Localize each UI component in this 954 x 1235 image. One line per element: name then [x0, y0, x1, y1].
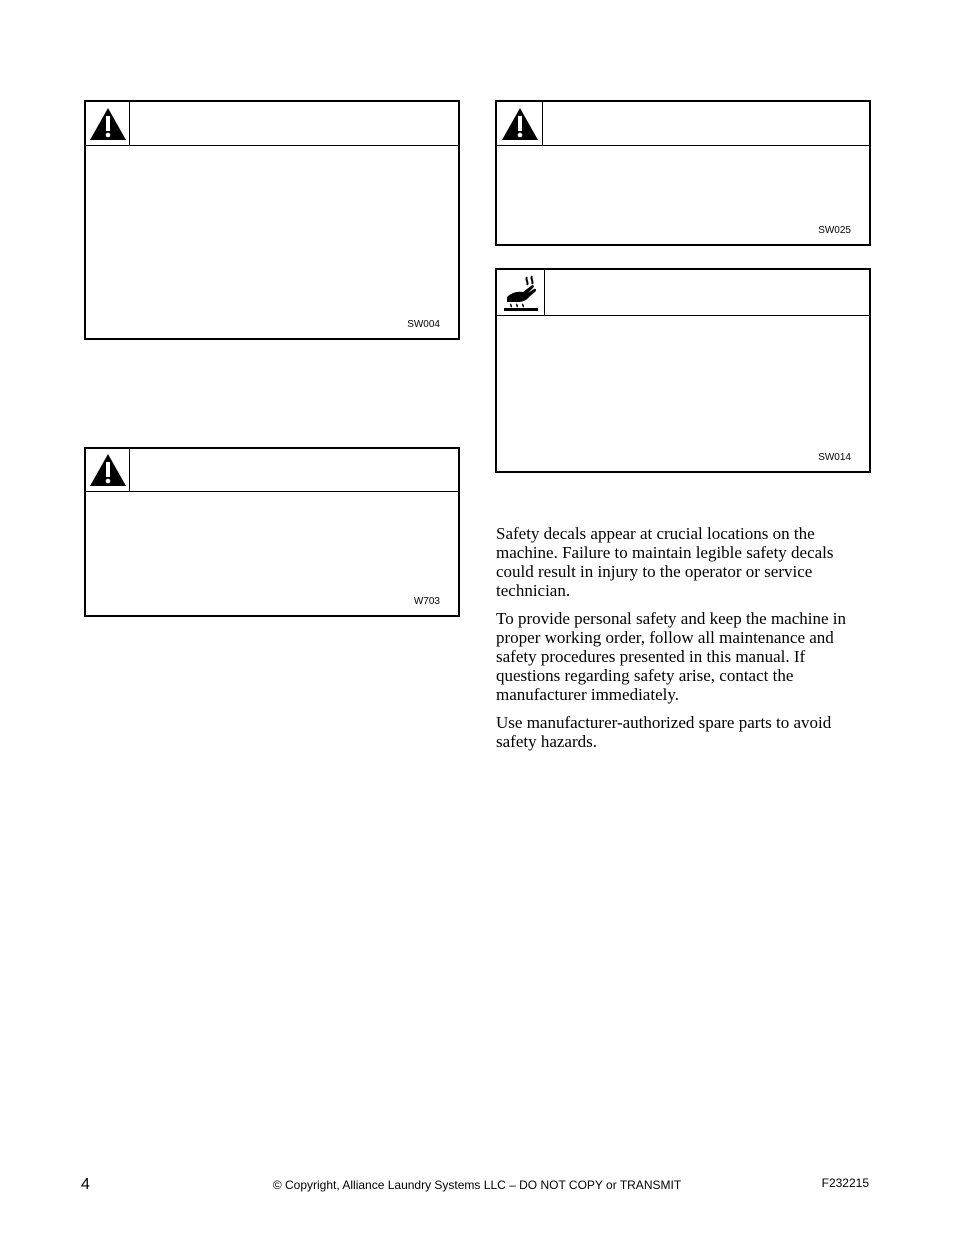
- warning-triangle-icon: [89, 453, 127, 487]
- warning-header: [497, 102, 869, 146]
- warning-box-sw014: [495, 268, 871, 473]
- decal-code: W703: [413, 596, 440, 607]
- decal-code: SW025: [818, 225, 851, 236]
- warning-triangle-icon: [89, 107, 127, 141]
- decal-code: SW014: [818, 452, 851, 463]
- warning-header: [497, 270, 869, 316]
- warning-header: [86, 102, 458, 146]
- warning-icon-cell: [497, 102, 543, 145]
- decal-code: SW004: [407, 319, 440, 330]
- warning-box-w703: [84, 447, 460, 617]
- safety-decals-text: [496, 524, 866, 760]
- warning-header: [86, 449, 458, 492]
- paragraph: Safety decals appear at crucial locations on the machine. Failure to maintain legible safety decals could result in injury to the operator or service technician.: [496, 524, 834, 600]
- warning-box-sw004: [84, 100, 460, 340]
- hot-surface-hand-icon: [501, 273, 541, 313]
- paragraph: Use manufacturer-authorized spare parts to avoid safety hazards.: [496, 713, 832, 751]
- warning-icon-cell: [86, 449, 130, 491]
- warning-triangle-icon: [501, 107, 539, 141]
- warning-icon-cell: [86, 102, 130, 145]
- copyright-notice: © Copyright, Alliance Laundry Systems LLC – DO NOT COPY or TRANSMIT: [272, 1178, 682, 1192]
- warning-box-sw025: [495, 100, 871, 246]
- page-number: 4: [81, 1176, 90, 1193]
- hot-surface-icon-cell: [497, 270, 545, 315]
- paragraph: To provide personal safety and keep the machine in proper working order, follow all maintenance and safety procedures presented in this manual. If questions regarding safety arise, contact the manufacturer immediately.: [496, 609, 847, 704]
- document-number: F232215: [821, 1176, 869, 1190]
